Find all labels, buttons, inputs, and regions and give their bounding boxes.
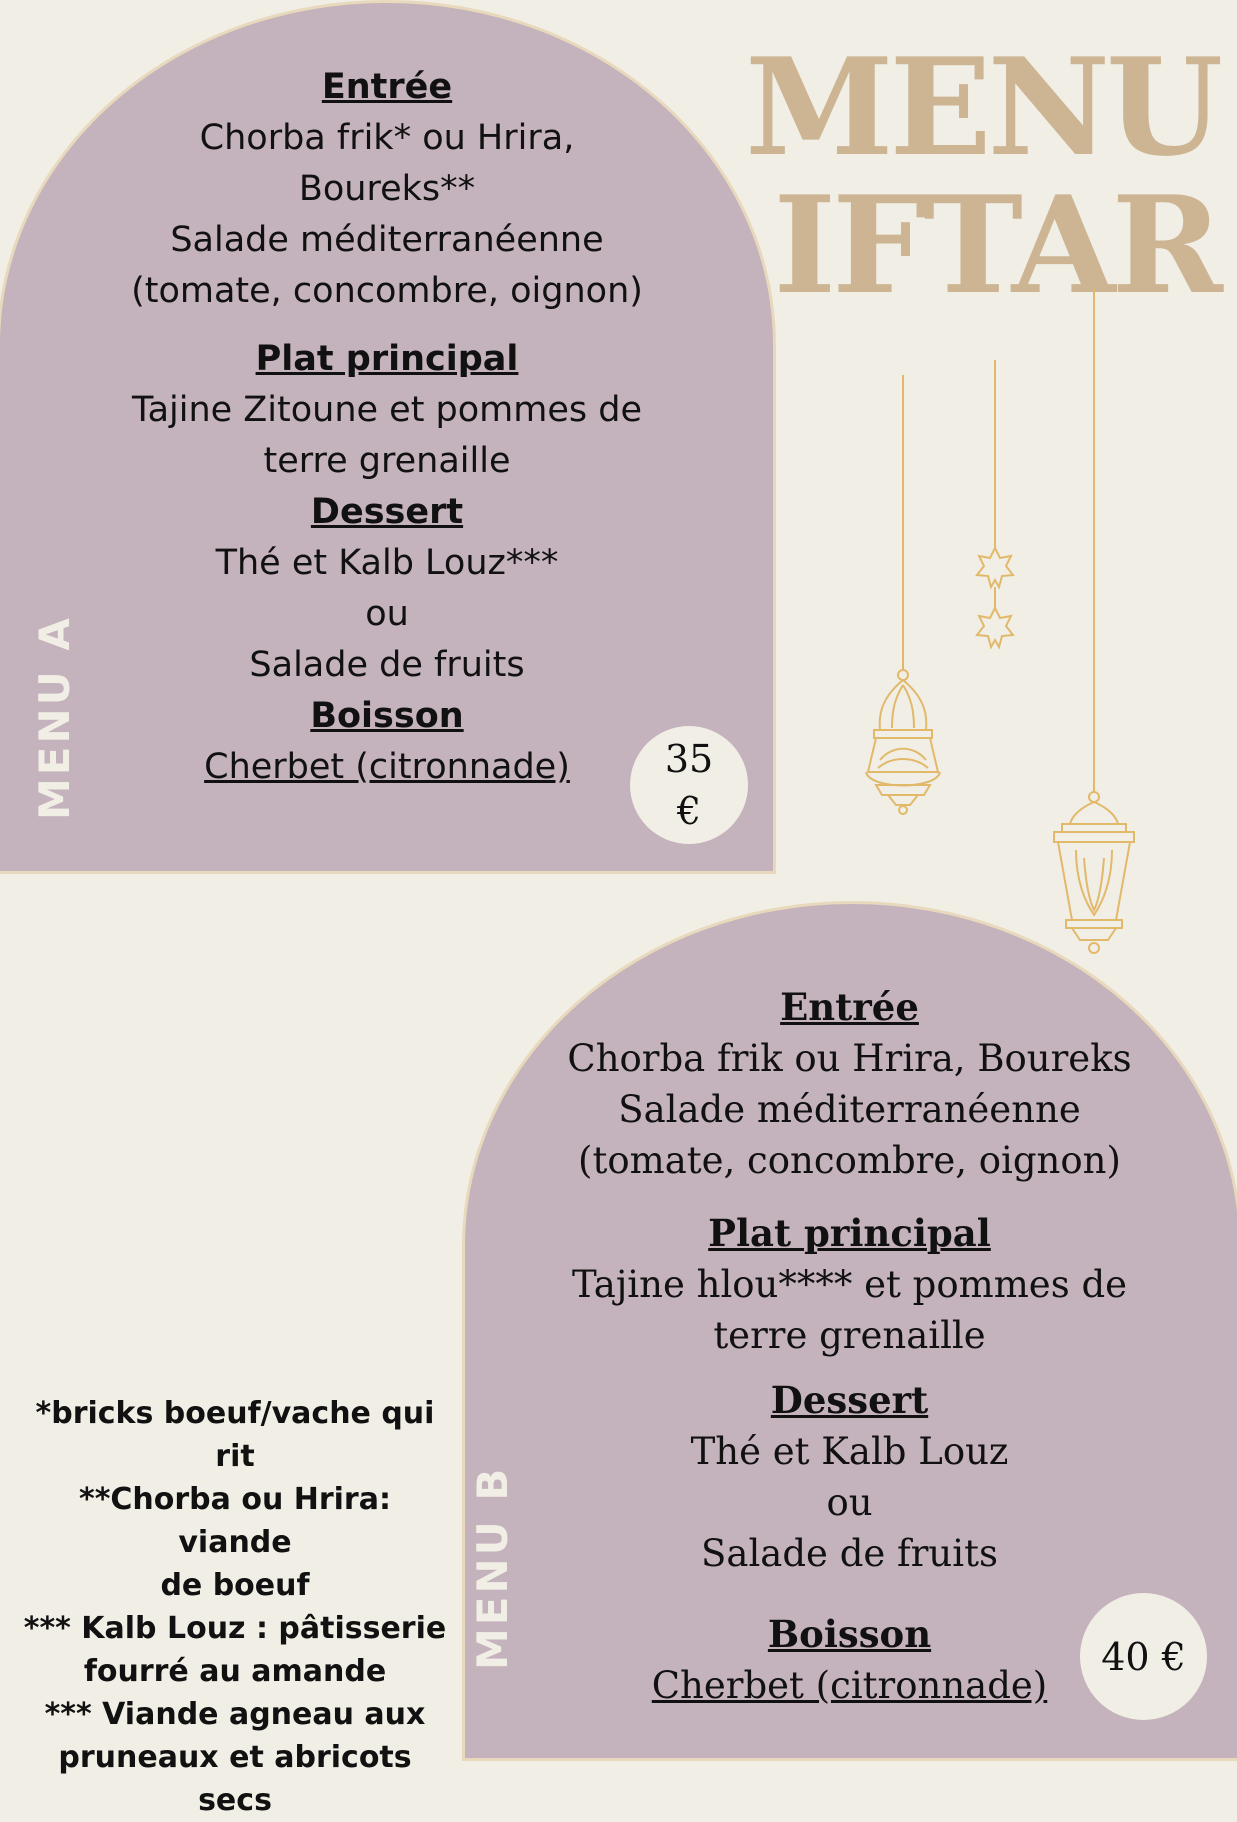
menu-a-entree-line: Salade méditerranéenne: [170, 220, 604, 260]
menu-a-entree-line: (tomate, concombre, oignon): [131, 271, 643, 311]
menu-a-dessert-line: Thé et Kalb Louz***: [215, 543, 559, 583]
menu-b-dessert-line: ou: [826, 1481, 873, 1524]
menu-b-entree-title: Entrée: [780, 985, 919, 1029]
menu-a-price-currency: €: [676, 789, 702, 833]
star-ornament-icon: [977, 360, 1013, 647]
menu-b-boisson-text: Cherbet (citronnade): [651, 1664, 1048, 1707]
menu-b-dessert-title: Dessert: [770, 1378, 929, 1422]
menu-b-plat-line: terre grenaille: [713, 1314, 986, 1357]
menu-b-dessert-line: Salade de fruits: [701, 1532, 998, 1575]
menu-a-dessert-title: Dessert: [310, 492, 464, 532]
menu-a-entree-line: Boureks**: [298, 169, 476, 209]
footnote-line: fourré au amande: [83, 1654, 387, 1689]
footnote-line: *bricks boeuf/vache qui: [35, 1396, 435, 1431]
menu-b-price: 40 €: [1101, 1634, 1186, 1679]
lantern-icon: [1054, 290, 1134, 953]
menu-a-plat-line: terre grenaille: [263, 441, 511, 481]
footnote-line: rit: [215, 1439, 255, 1474]
menu-b-price-badge: [1080, 1593, 1207, 1720]
menu-a-dessert-line: Salade de fruits: [249, 645, 525, 685]
menu-a-price-badge: [630, 726, 748, 844]
menu-a-price-amount: 35: [664, 737, 714, 781]
menu-b-plat-line: Tajine hlou**** et pommes de: [571, 1263, 1128, 1306]
menu-b-entree-line: (tomate, concombre, oignon): [578, 1139, 1121, 1182]
menu-a-entree-title: Entrée: [321, 67, 453, 107]
menu-a-label: MENU A: [30, 615, 79, 820]
menu-a-boisson-title: Boisson: [310, 696, 464, 736]
menu-b-boisson-title: Boisson: [767, 1612, 932, 1656]
menu-b-label: MENU B: [468, 1465, 517, 1670]
footnotes: [20, 1392, 450, 1822]
menu-a-content: [0, 62, 774, 793]
title-line-iftar: IFTAR: [773, 166, 1219, 324]
footnote-line: pruneaux et abricots secs: [58, 1740, 412, 1818]
page-title: [745, 28, 1219, 324]
title-line-menu: MENU: [745, 28, 1219, 186]
footnote-line: *** Kalb Louz : pâtisserie: [23, 1611, 447, 1646]
lanterns-decoration: [840, 290, 1160, 970]
menu-b-entree-line: Salade méditerranéenne: [618, 1088, 1081, 1131]
menu-b-plat-title: Plat principal: [708, 1211, 991, 1255]
menu-a-entree-line: Chorba frik* ou Hrira,: [199, 118, 575, 158]
footnote-line: **Chorba ou Hrira: viande: [79, 1482, 391, 1560]
menu-a-dessert-line: ou: [365, 594, 409, 634]
menu-b-dessert-line: Thé et Kalb Louz: [690, 1430, 1009, 1473]
menu-b-entree-line: Chorba frik ou Hrira, Boureks: [567, 1037, 1132, 1080]
menu-a-boisson-text: Cherbet (citronnade): [204, 747, 570, 787]
footnote-line: *** Viande agneau aux: [44, 1697, 426, 1732]
footnote-line: de boeuf: [160, 1568, 310, 1603]
menu-a-plat-line: Tajine Zitoune et pommes de: [131, 390, 643, 430]
lantern-icon: [866, 375, 940, 814]
menu-a-plat-title: Plat principal: [255, 339, 519, 379]
